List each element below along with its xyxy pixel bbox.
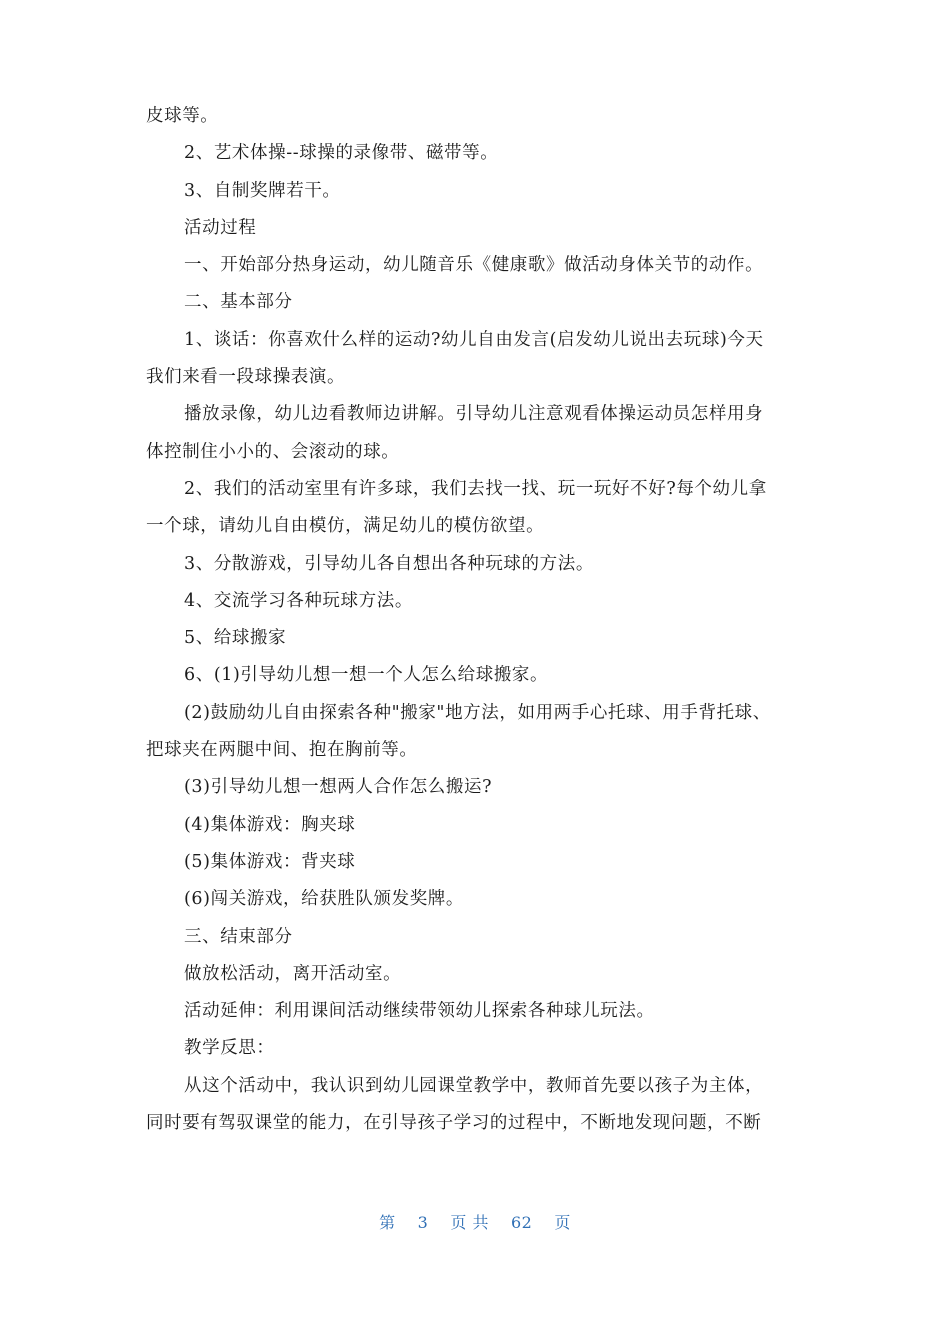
text-line: 二、基本部分: [184, 292, 293, 313]
text-line: 体控制住小小的、会滚动的球。: [146, 441, 400, 462]
text-line: 3、分散游戏，引导幼儿各自想出各种玩球的方法。: [184, 553, 594, 574]
text-line: 6、(1)引导幼儿想一想一个人怎么给球搬家。: [184, 665, 549, 686]
text-line: 教学反思：: [184, 1038, 275, 1059]
text-line: 活动过程: [184, 217, 257, 238]
text-line: 皮球等。: [146, 106, 219, 126]
footer-prefix: 第: [379, 1213, 396, 1232]
text-line: (4)集体游戏：胸夹球: [184, 814, 356, 835]
text-line: 1、谈话：你喜欢什么样的运动?幼儿自由发言(启发幼儿说出去玩球)今天: [184, 329, 764, 350]
text-line: 一、开始部分热身运动，幼儿随音乐《健康歌》做活动身体关节的动作。: [184, 255, 764, 276]
text-line: 5、给球搬家: [184, 628, 287, 649]
text-line: (5)集体游戏：背夹球: [184, 851, 356, 872]
text-line: 做放松活动，离开活动室。: [184, 963, 402, 984]
text-line: (3)引导幼儿想一想两人合作怎么搬运?: [184, 777, 493, 798]
text-line: (6)闯关游戏，给获胜队颁发奖牌。: [184, 889, 464, 910]
footer-suffix: 页: [554, 1213, 571, 1232]
text-line: 活动延伸：利用课间活动继续带领幼儿探索各种球儿玩法。: [184, 1001, 655, 1022]
text-line: 我们来看一段球操表演。: [146, 367, 346, 388]
text-line: (2)鼓励幼儿自由探索各种"搬家"地方法，如用两手心托球、用手背托球、: [184, 702, 771, 723]
footer-middle: 页 共: [450, 1213, 489, 1232]
text-line: 同时要有驾驭课堂的能力，在引导孩子学习的过程中，不断地发现问题，不断: [146, 1113, 762, 1134]
text-line: 4、交流学习各种玩球方法。: [184, 590, 413, 611]
text-line: 把球夹在两腿中间、抱在胸前等。: [146, 740, 418, 761]
footer-current-page: 3: [417, 1213, 429, 1232]
text-line: 2、我们的活动室里有许多球，我们去找一找、玩一玩好不好?每个幼儿拿: [184, 478, 767, 499]
text-line: 三、结束部分: [184, 926, 293, 947]
footer-total-pages: 62: [510, 1213, 533, 1232]
text-line: 从这个活动中，我认识到幼儿园课堂教学中，教师首先要以孩子为主体，: [184, 1075, 764, 1096]
text-line: 3、自制奖牌若干。: [184, 180, 341, 201]
text-line: 一个球，请幼儿自由模仿，满足幼儿的模仿欲望。: [146, 516, 545, 537]
page-footer: [0, 1210, 950, 1233]
text-line: 播放录像，幼儿边看教师边讲解。引导幼儿注意观看体操运动员怎样用身: [184, 404, 764, 425]
text-line: 2、艺术体操--球操的录像带、磁带等。: [184, 143, 499, 164]
document-body: [146, 98, 806, 1142]
